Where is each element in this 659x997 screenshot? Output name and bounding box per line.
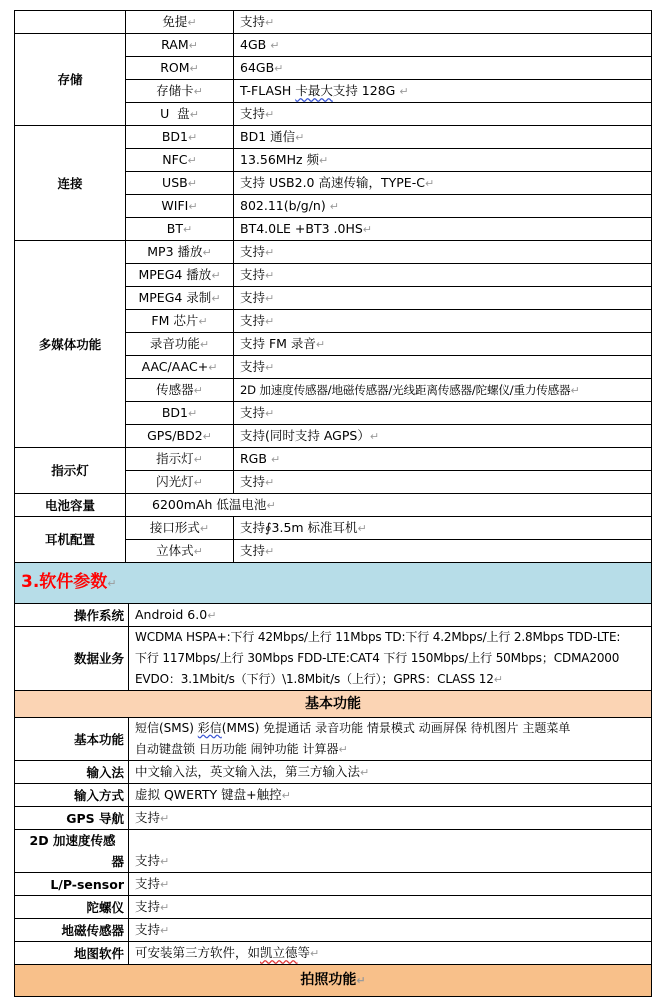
group-label-connection: 连接 xyxy=(57,175,83,191)
paragraph-mark-icon xyxy=(319,154,328,167)
row-label: U 盘 xyxy=(160,106,190,121)
group-label-storage: 存储 xyxy=(57,72,83,87)
paragraph-mark-icon xyxy=(310,947,319,960)
row-label: BT xyxy=(166,221,183,236)
spellcheck-underlined-text: 凯立德 xyxy=(260,945,298,960)
paragraph-mark-icon xyxy=(265,108,274,121)
row-label: 2D 加速度传感 xyxy=(29,833,116,848)
row-value: 64GB xyxy=(240,60,275,75)
row-value: 可安装第三方软件，如 xyxy=(135,945,261,960)
row-label: 基本功能 xyxy=(73,731,124,747)
group-label-battery: 电池容量 xyxy=(44,497,95,513)
paragraph-mark-icon xyxy=(188,177,197,190)
row-value: 支持 128G xyxy=(332,83,396,98)
paragraph-mark-icon xyxy=(208,361,217,374)
row-value: 支持 xyxy=(240,14,266,29)
band-header xyxy=(15,691,652,718)
group-label-multimedia: 多媒体功能 xyxy=(38,336,102,352)
paragraph-mark-icon xyxy=(160,878,169,891)
paragraph-mark-icon xyxy=(160,901,169,914)
row-value: 支持 xyxy=(135,922,161,937)
row-value: 中文输入法，英文输入法，第三方输入法 xyxy=(135,764,361,779)
data-service-line: WCDMA HSPA+:下行 42Mbps/上行 11Mbps TD:下行 4.2Mbps/上行 2.8Mbps TDD-LTE: xyxy=(135,630,621,644)
paragraph-mark-icon xyxy=(160,855,169,868)
paragraph-mark-icon xyxy=(190,108,199,121)
row-value: 6200mAh 低温电池 xyxy=(152,497,267,512)
paragraph-mark-icon xyxy=(194,384,203,397)
section-header xyxy=(15,563,652,604)
row-value: 支持 xyxy=(240,244,266,259)
row-label: 输入方式 xyxy=(73,787,124,803)
paragraph-mark-icon xyxy=(265,407,274,420)
table-row xyxy=(15,448,652,471)
row-value: 2D 加速度传感器/地磁传感器/光线距离传感器/陀螺仪/重力传感器 xyxy=(240,382,571,397)
paragraph-mark-icon xyxy=(203,246,212,259)
table-row xyxy=(15,627,652,691)
row-label: 免提 xyxy=(162,14,188,29)
row-value: BT4.0LE +BT3 .0HS xyxy=(240,221,363,236)
paragraph-mark-icon xyxy=(295,131,304,144)
paragraph-mark-icon xyxy=(194,453,203,466)
paragraph-mark-icon xyxy=(194,476,203,489)
paragraph-mark-icon xyxy=(494,673,503,686)
row-value: 支持 xyxy=(240,290,266,305)
table-row xyxy=(15,126,652,149)
paragraph-mark-icon xyxy=(265,246,274,259)
paragraph-mark-icon xyxy=(207,609,216,622)
row-value: 虚拟 QWERTY 键盘+触控 xyxy=(135,787,282,802)
group-label-headset: 耳机配置 xyxy=(44,532,95,547)
data-service-line: EVDO：3.1Mbit/s（下行）\1.8Mbit/s（上行）；GPRS：CLASS 12 ↵ xyxy=(135,669,645,690)
table-row xyxy=(15,896,652,919)
paragraph-mark-icon xyxy=(265,476,274,489)
row-value: 支持∮3.5m 标准耳机 xyxy=(240,520,358,535)
row-label: 地图软件 xyxy=(73,945,124,961)
row-label: GPS/BD2 xyxy=(147,428,203,443)
paragraph-mark-icon xyxy=(425,177,434,190)
section-title: 3.软件参数 xyxy=(21,572,108,592)
row-label: BD1 xyxy=(161,129,188,144)
table-row xyxy=(15,494,652,517)
paragraph-mark-icon xyxy=(211,269,220,282)
group-cell xyxy=(15,11,126,34)
paragraph-mark-icon xyxy=(338,743,347,756)
paragraph-mark-icon xyxy=(265,545,274,558)
group-cell xyxy=(15,517,126,563)
row-label: L/P-sensor xyxy=(50,876,124,892)
row-value: 支持 xyxy=(240,267,266,282)
row-value: 等 xyxy=(297,945,311,960)
paragraph-mark-icon xyxy=(203,430,212,443)
paragraph-mark-icon xyxy=(194,85,203,98)
paragraph-mark-icon xyxy=(190,62,199,75)
table-row xyxy=(15,784,652,807)
row-value: 支持 FM 录音 xyxy=(240,336,316,351)
table-row xyxy=(15,11,652,34)
group-cell xyxy=(15,126,126,241)
paragraph-mark-icon xyxy=(187,16,196,29)
table-row xyxy=(15,517,652,540)
row-value: 支持 xyxy=(135,899,161,914)
hardware-spec-table xyxy=(14,10,652,563)
band-header xyxy=(15,965,652,997)
paragraph-mark-icon xyxy=(265,315,274,328)
paragraph-mark-icon xyxy=(183,223,192,236)
row-label: USB xyxy=(162,175,188,190)
row-value: 支持 xyxy=(135,876,161,891)
row-value: Android 6.0 xyxy=(135,607,208,622)
row-label: 输入法 xyxy=(86,764,124,780)
row-label: FM 芯片 xyxy=(151,313,199,328)
paragraph-mark-icon xyxy=(271,453,280,466)
table-row xyxy=(15,919,652,942)
row-value: 支持 xyxy=(240,405,266,420)
row-label: MPEG4 录制 xyxy=(138,290,212,305)
paragraph-mark-icon xyxy=(266,499,275,512)
table-row xyxy=(15,873,652,896)
table-row xyxy=(15,241,652,264)
row-value: 802.11(b/g/n) xyxy=(240,198,326,213)
paragraph-mark-icon xyxy=(160,812,169,825)
paragraph-mark-icon xyxy=(188,407,197,420)
spellcheck-underlined-text: 彩信 xyxy=(197,721,222,735)
row-label: 指示灯 xyxy=(156,451,194,466)
table-row xyxy=(15,830,652,873)
paragraph-mark-icon xyxy=(282,789,291,802)
row-value: 支持 xyxy=(135,810,161,825)
row-label: RAM xyxy=(161,37,189,52)
row-label: GPS 导航 xyxy=(66,810,124,826)
paragraph-mark-icon xyxy=(360,766,369,779)
paragraph-mark-icon xyxy=(107,577,116,590)
paragraph-mark-icon xyxy=(200,522,209,535)
data-service-line: 下行 117Mbps/上行 30Mbps FDD-LTE:CAT4 下行 150Mbps/上行 50Mbps；CDMA2000 xyxy=(135,651,620,665)
band-title-photo: 拍照功能 xyxy=(300,972,357,988)
group-cell xyxy=(15,494,126,517)
row-label: 传感器 xyxy=(156,382,194,397)
paragraph-mark-icon xyxy=(198,315,207,328)
paragraph-mark-icon xyxy=(330,200,339,213)
band-title-basic: 基本功能 xyxy=(305,696,361,712)
paragraph-mark-icon xyxy=(188,154,197,167)
paragraph-mark-icon xyxy=(370,430,379,443)
table-row xyxy=(15,604,652,627)
table-row xyxy=(15,34,652,57)
row-label: 数据业务 xyxy=(73,651,124,666)
paragraph-mark-icon xyxy=(265,269,274,282)
paragraph-mark-icon xyxy=(399,85,408,98)
group-cell xyxy=(15,448,126,494)
table-row xyxy=(15,942,652,965)
paragraph-mark-icon xyxy=(316,338,325,351)
row-value: BD1 通信 xyxy=(240,129,296,144)
row-value: RGB xyxy=(240,451,267,466)
row-value: 支持 xyxy=(240,543,266,558)
group-cell xyxy=(15,241,126,448)
row-label: NFC xyxy=(162,152,188,167)
row-value: 13.56MHz 频 xyxy=(240,152,320,167)
row-label: 立体式 xyxy=(156,543,194,558)
row-label: 录音功能 xyxy=(149,336,200,351)
paragraph-mark-icon xyxy=(189,39,198,52)
row-label: MP3 播放 xyxy=(147,244,203,259)
row-label: 器 xyxy=(111,854,124,869)
table-row: 基本功能 短信(SMS) 彩信(MMS) 免提通话 录音功能 情景模式 动画屏保 待机图片 主题菜单 自动键盘锁 日历功能 闹钟功能 计算器 ↵ xyxy=(15,718,652,761)
row-value: 支持 xyxy=(135,853,161,868)
table-row xyxy=(15,807,652,830)
paragraph-mark-icon xyxy=(356,974,365,987)
paragraph-mark-icon xyxy=(211,292,220,305)
row-value: 支持 USB2.0 高速传输，TYPE-C xyxy=(240,175,425,190)
row-label: 操作系统 xyxy=(73,607,124,623)
software-spec-table xyxy=(14,562,652,997)
row-value: 支持 xyxy=(240,359,266,374)
paragraph-mark-icon xyxy=(358,522,367,535)
row-label: 存储卡 xyxy=(156,83,194,98)
row-label: 陀螺仪 xyxy=(86,899,124,915)
row-value: 支持(同时支持 AGPS） xyxy=(240,428,370,443)
spec-document xyxy=(14,10,651,997)
row-value: 支持 xyxy=(240,474,266,489)
paragraph-mark-icon xyxy=(265,361,274,374)
paragraph-mark-icon xyxy=(194,545,203,558)
row-label: 闪光灯 xyxy=(156,474,194,489)
row-label: 地磁传感器 xyxy=(61,922,124,938)
row-label: 接口形式 xyxy=(149,520,200,535)
row-value: T-FLASH xyxy=(240,83,296,98)
paragraph-mark-icon xyxy=(265,16,274,29)
paragraph-mark-icon xyxy=(570,384,579,397)
row-label: BD1 xyxy=(161,405,188,420)
row-value: 支持 xyxy=(240,313,266,328)
row-label: AAC/AAC+ xyxy=(141,359,209,374)
paragraph-mark-icon xyxy=(265,292,274,305)
paragraph-mark-icon xyxy=(270,39,279,52)
row-label: WIFI xyxy=(161,198,189,213)
row-value: 4GB xyxy=(240,37,267,52)
paragraph-mark-icon xyxy=(363,223,372,236)
paragraph-mark-icon xyxy=(274,62,283,75)
spellcheck-underlined-text: 卡最大 xyxy=(295,83,333,98)
paragraph-mark-icon xyxy=(188,131,197,144)
row-label: MPEG4 播放 xyxy=(138,267,212,282)
paragraph-mark-icon xyxy=(188,200,197,213)
row-value: 支持 xyxy=(240,106,266,121)
table-row xyxy=(15,761,652,784)
group-cell xyxy=(15,34,126,126)
paragraph-mark-icon xyxy=(160,924,169,937)
group-label-indicator: 指示灯 xyxy=(51,463,89,478)
paragraph-mark-icon xyxy=(200,338,209,351)
row-label: ROM xyxy=(160,60,190,75)
